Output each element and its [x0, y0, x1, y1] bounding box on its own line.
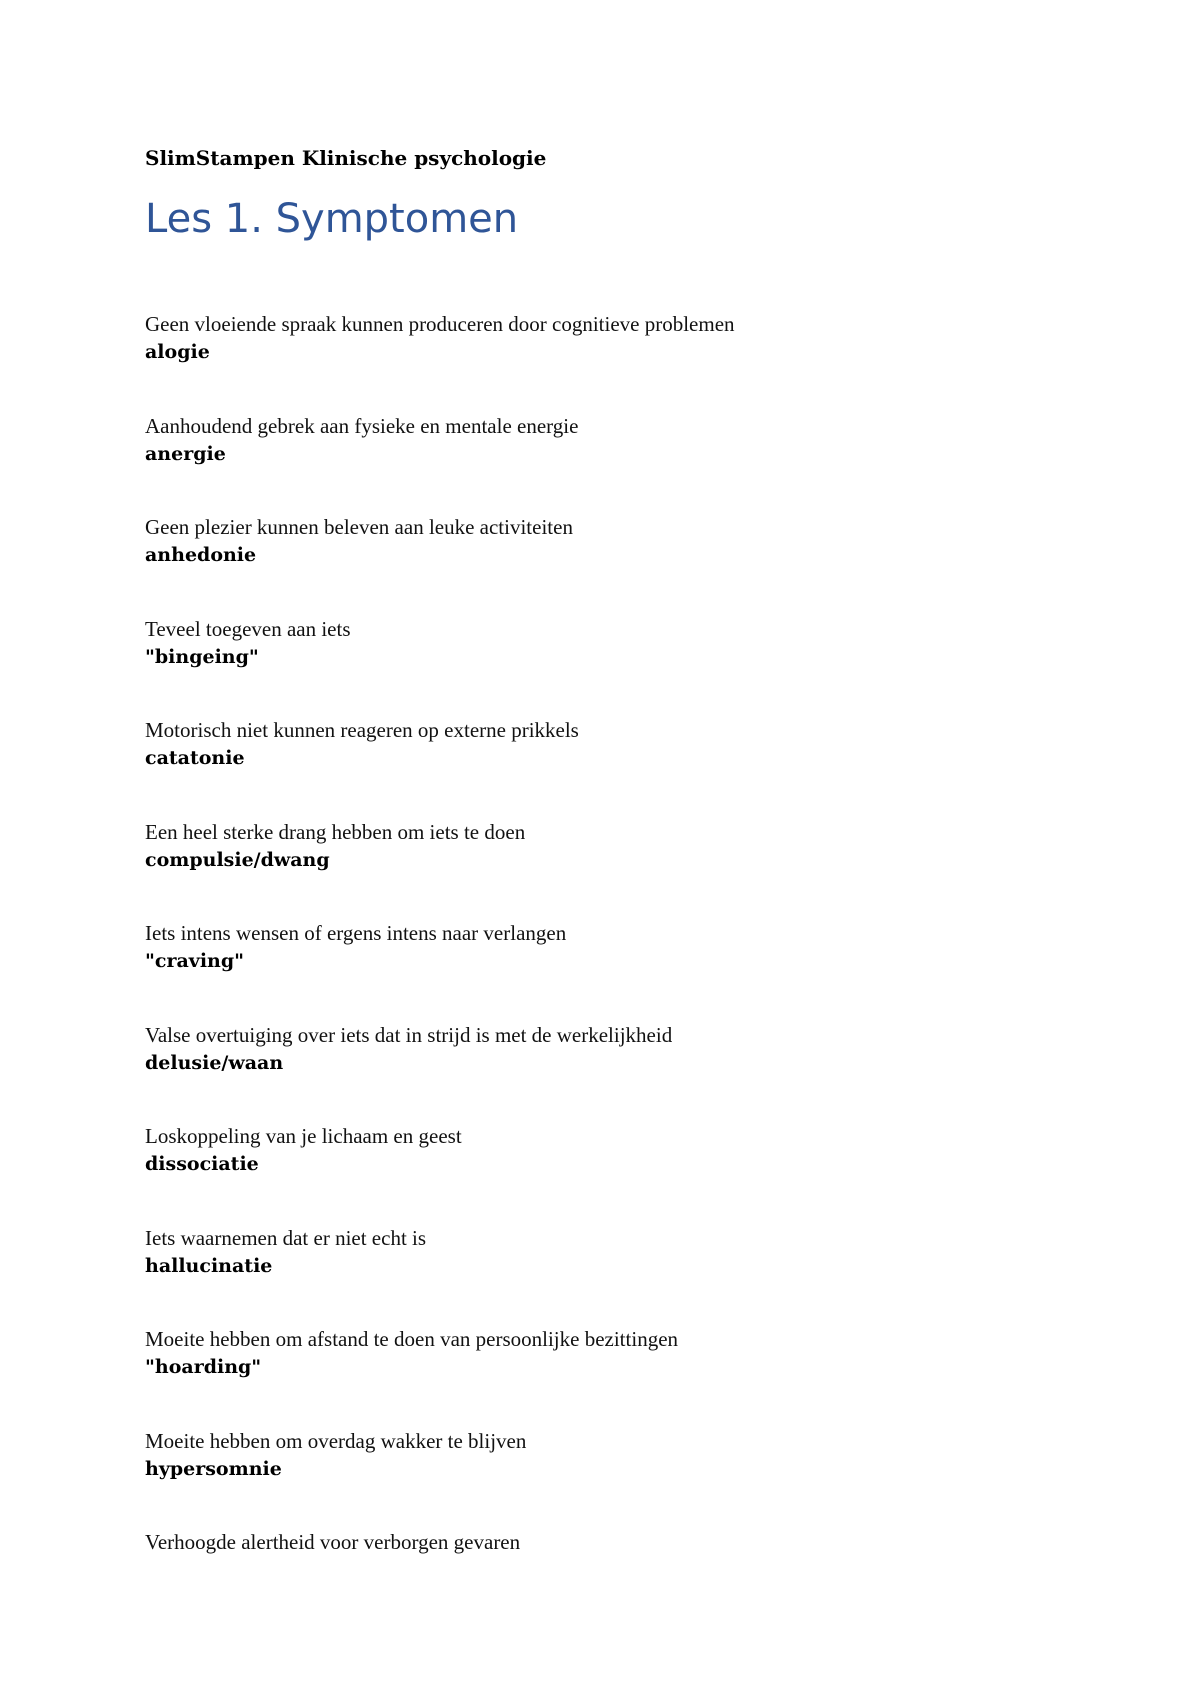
list-item — [145, 615, 735, 717]
term-text: hallucinatie — [145, 1254, 273, 1277]
list-item — [145, 513, 735, 615]
definition-text: Teveel toegeven aan iets — [145, 616, 351, 641]
definition-text: Verhoogde alertheid voor verborgen gevaren — [145, 1530, 521, 1554]
definition-text: Moeite hebben om overdag wakker te blijven — [145, 1428, 527, 1453]
definition-text: Geen vloeiende spraak kunnen produceren door cognitieve problemen — [145, 312, 735, 336]
definition-text: Geen plezier kunnen beleven aan leuke activiteiten — [145, 515, 573, 539]
term-text: anergie — [145, 442, 226, 465]
term-text: alogie — [145, 341, 210, 363]
list-item — [145, 1325, 735, 1427]
term-text: catatonie — [145, 747, 245, 769]
list-item — [145, 818, 735, 920]
definition-text: Motorisch niet kunnen reageren op externe prikkels — [145, 718, 579, 742]
list-item — [145, 1224, 735, 1326]
term-text: anhedonie — [145, 544, 257, 566]
list-item — [145, 1021, 735, 1123]
list-item — [145, 412, 735, 514]
list-item — [145, 310, 735, 412]
definition-text: Moeite hebben om afstand te doen van persoonlijke bezittingen — [145, 1327, 679, 1351]
term-text: dissociatie — [145, 1153, 259, 1175]
term-text: "hoarding" — [145, 1356, 262, 1378]
term-text: hypersomnie — [145, 1457, 282, 1480]
list-item — [145, 1122, 735, 1224]
list-item — [145, 919, 735, 1021]
definition-text: Aanhoudend gebrek aan fysieke en mentale energie — [145, 413, 579, 438]
term-text: delusie/waan — [145, 1051, 284, 1074]
document-subtitle: SlimStampen Klinische psychologie — [145, 146, 547, 170]
list-item — [145, 716, 735, 818]
definition-text: Een heel sterke drang hebben om iets te doen — [145, 819, 526, 844]
term-text: compulsie/dwang — [145, 848, 330, 871]
definition-text: Iets intens wensen of ergens intens naar verlangen — [145, 921, 567, 945]
definition-text: Loskoppeling van je lichaam en geest — [145, 1124, 462, 1148]
list-item — [145, 1528, 735, 1630]
flashcard-list — [145, 310, 735, 1630]
term-text: "bingeing" — [145, 645, 259, 668]
definition-text: Iets waarnemen dat er niet echt is — [145, 1225, 427, 1250]
term-text: "craving" — [145, 950, 245, 972]
list-item — [145, 1427, 735, 1529]
definition-text: Valse overtuiging over iets dat in strijd is met de werkelijkheid — [145, 1022, 673, 1047]
page-title: Les 1. Symptomen — [145, 196, 519, 242]
